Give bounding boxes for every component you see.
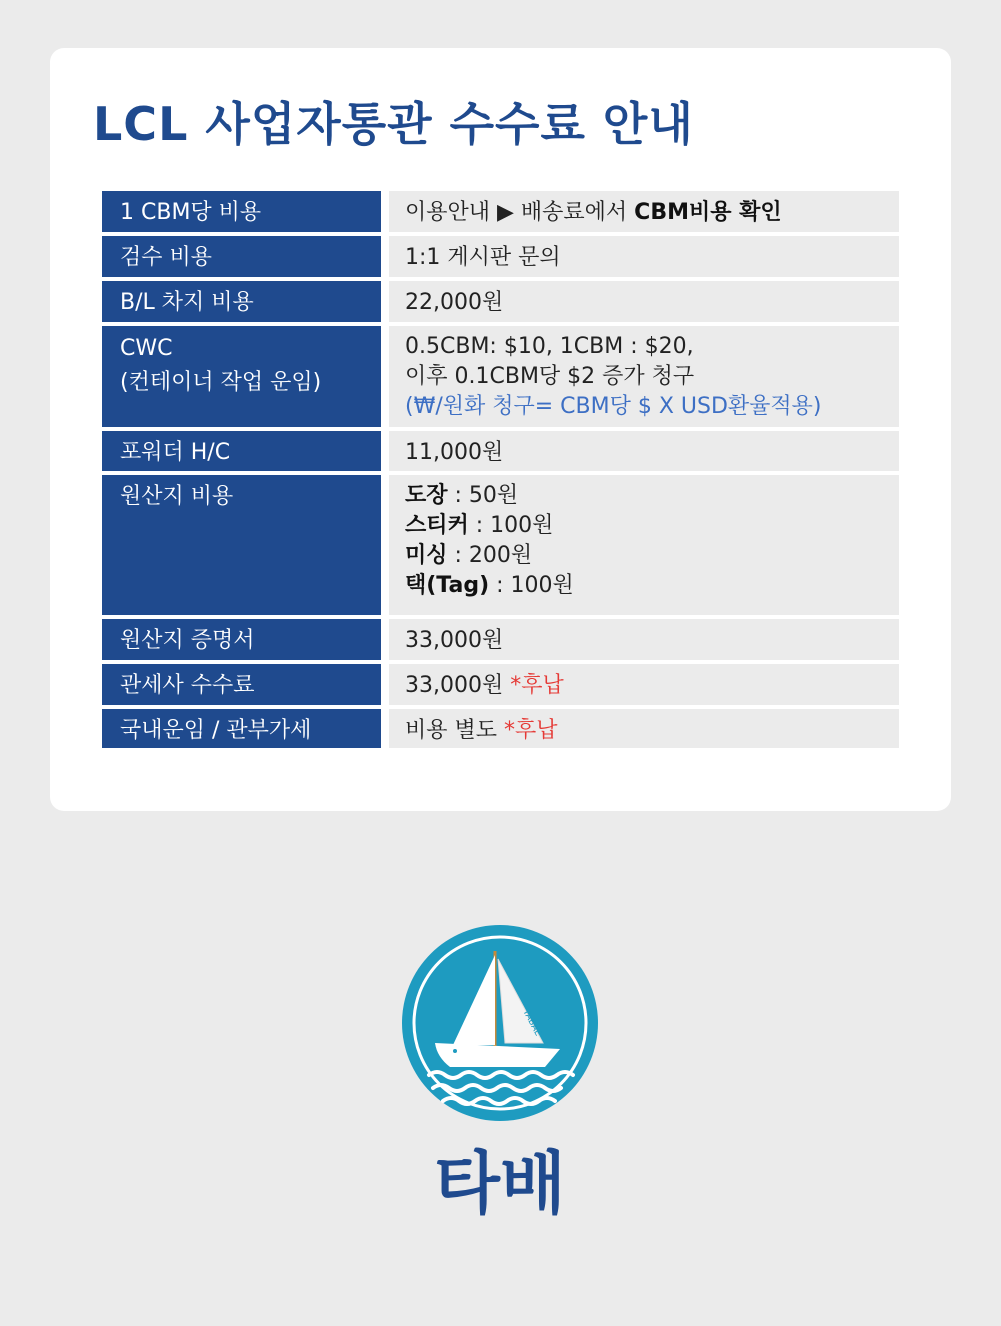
logo-brand-text: 타배: [434, 1145, 566, 1224]
table-row: [102, 619, 899, 660]
page-title: LCL 사업자통관 수수료 안내: [93, 97, 694, 151]
row-value: 33,000원: [389, 619, 899, 660]
cwc-line-1: 0.5CBM: $10, 1CBM : $20,: [405, 334, 694, 359]
table-row: [102, 281, 899, 322]
table-row: [102, 475, 899, 615]
table-row: [102, 709, 899, 748]
row-label: 포워더 H/C: [102, 431, 381, 471]
table-row: [102, 431, 899, 471]
postpaid-note: *후납: [510, 673, 564, 698]
postpaid-note: *후납: [504, 718, 558, 743]
origin-item: 스티커 : 100원: [405, 513, 554, 538]
cbm-cost-link-text: CBM비용 확인: [634, 200, 782, 225]
row-label: 관세사 수수료: [102, 664, 381, 705]
origin-item: 미싱 : 200원: [405, 543, 533, 568]
row-value: 11,000원: [389, 431, 899, 471]
fee-card: [50, 48, 951, 811]
cwc-label: CWC: [120, 336, 173, 361]
row-label: 원산지 비용: [102, 475, 381, 615]
row-label: 원산지 증명서: [102, 619, 381, 660]
row-value: [389, 475, 899, 615]
table-row: [102, 236, 899, 277]
row-value: 이용안내 ▶ 배송료에서 CBM비용 확인: [389, 191, 899, 232]
cwc-line-3: (₩/원화 청구= CBM당 $ X USD환율적용): [405, 394, 822, 419]
cwc-sublabel: (컨테이너 작업 운임): [120, 370, 322, 395]
row-value: 22,000원: [389, 281, 899, 322]
row-label: B/L 차지 비용: [102, 281, 381, 322]
table-row: [102, 664, 899, 705]
origin-item: 택(Tag) : 100원: [405, 573, 574, 598]
tabae-logo: [395, 925, 605, 1225]
row-value: [389, 326, 899, 427]
row-label: 검수 비용: [102, 236, 381, 277]
row-value: 1:1 게시판 문의: [389, 236, 899, 277]
logo-ship-text: TABAE: [520, 1007, 543, 1039]
table-row: [102, 326, 899, 427]
fee-table: [102, 191, 899, 752]
row-label: 국내운임 / 관부가세: [102, 709, 381, 748]
origin-item: 도장 : 50원: [405, 483, 519, 508]
cwc-line-2: 이후 0.1CBM당 $2 증가 청구: [405, 364, 695, 389]
row-label: [102, 326, 381, 427]
row-value: 비용 별도 *후납: [389, 709, 899, 748]
logo-outer-circle: [402, 925, 598, 1121]
table-row: [102, 191, 899, 232]
row-label: 1 CBM당 비용: [102, 191, 381, 232]
row-value: 33,000원 *후납: [389, 664, 899, 705]
